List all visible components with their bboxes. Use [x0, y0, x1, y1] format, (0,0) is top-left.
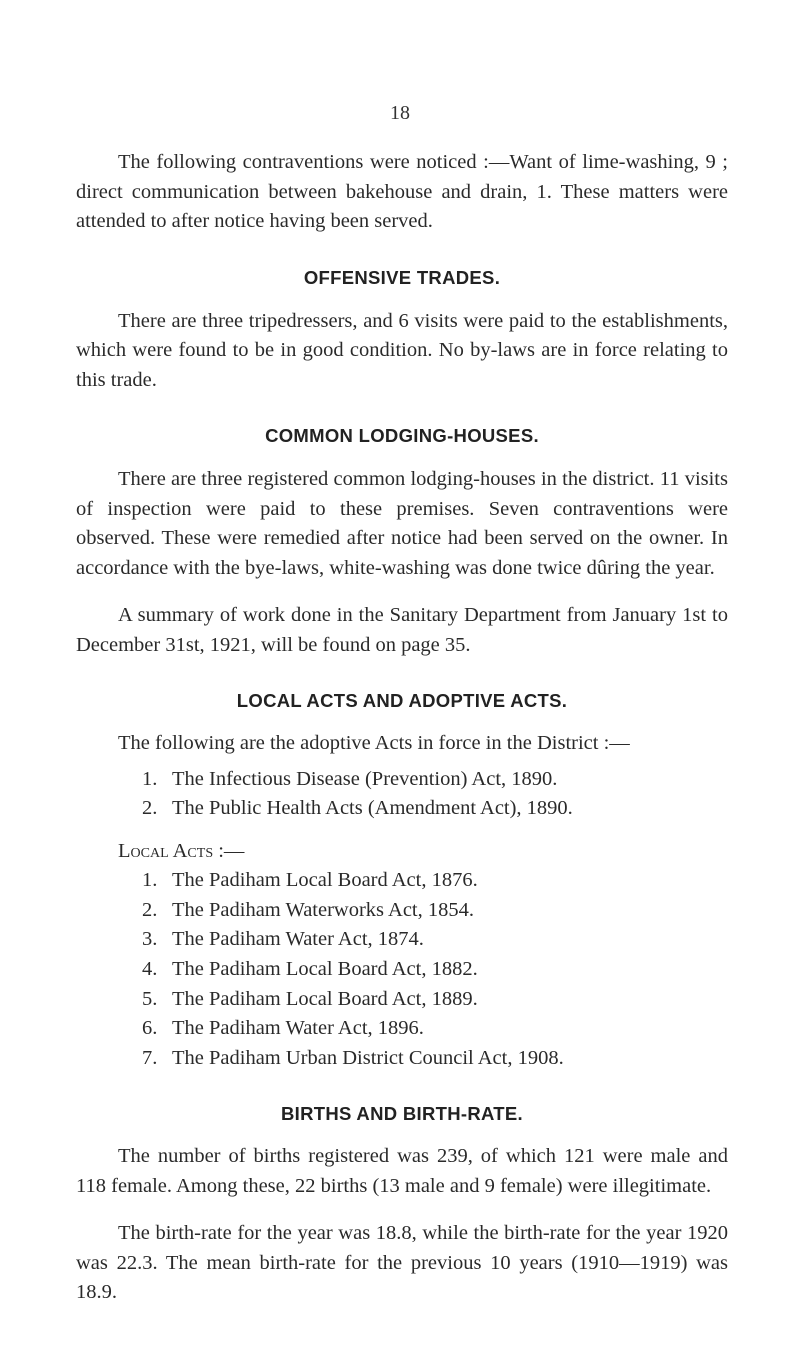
list-item-number: 5. — [142, 987, 158, 1010]
list-item-text: The Infectious Disease (Prevention) Act, 1890. — [172, 767, 558, 790]
list-item-number: 3. — [142, 928, 158, 951]
list-item-number: 1. — [142, 767, 158, 790]
list-item-number: 7. — [142, 1046, 158, 1069]
lodging-houses-paragraph: There are three registered common lodging-houses in the district. 11 visits of inspection were paid to these premises. Seven contraventions were observed. These were remedied after notice had been served on the owner. In accordance with the bye-laws, white-washing was done twice dûring the year. — [76, 468, 728, 579]
list-item-number: 6. — [142, 1017, 158, 1040]
list-item — [142, 866, 728, 896]
page-number: 18 — [390, 102, 410, 124]
lodging-houses-heading: COMMON LODGING-HOUSES. — [265, 425, 539, 446]
birth-rate-paragraph: The birth-rate for the year was 18.8, while the birth-rate for the year 1920 was 22.3. The mean birth-rate for the previous 10 years (1910—1919) was 18.9. — [76, 1222, 728, 1304]
local-acts-intro: Local Acts :— — [118, 839, 245, 862]
births-heading: BIRTHS AND BIRTH-RATE. — [281, 1103, 523, 1125]
adoptive-acts-intro: The following are the adoptive Acts in force in the District :— — [118, 732, 630, 754]
list-item — [142, 925, 728, 955]
births-paragraph: The number of births registered was 239, of which 121 were male and 118 female. Among these, 22 births (13 male and 9 female) were illegitimate. — [76, 1145, 728, 1197]
local-acts-list — [76, 866, 728, 1073]
list-item-number: 2. — [142, 797, 158, 820]
list-item — [142, 985, 728, 1015]
list-item-number: 2. — [142, 898, 158, 921]
page-content — [76, 148, 728, 1308]
list-item-text: The Padiham Waterworks Act, 1854. — [172, 898, 474, 921]
list-item — [142, 955, 728, 985]
list-item-text: The Padiham Water Act, 1874. — [172, 928, 424, 951]
adoptive-acts-list — [76, 765, 728, 824]
list-item-text: The Padiham Water Act, 1896. — [172, 1017, 424, 1040]
offensive-trades-paragraph: There are three tripedressers, and 6 visits were paid to the establishments, which were found to be in good condition. No by-laws are in force relating to this trade. — [76, 309, 728, 391]
sanitary-summary-paragraph: A summary of work done in the Sanitary Department from January 1st to December 31st, 1921, will be found on page 35. — [76, 604, 728, 656]
offensive-trades-heading: OFFENSIVE TRADES. — [303, 266, 501, 288]
local-acts-heading: LOCAL ACTS AND ADOPTIVE ACTS. — [236, 690, 568, 711]
list-item — [142, 896, 728, 926]
list-item-text: The Padiham Local Board Act, 1882. — [172, 957, 478, 980]
list-item-text: The Padiham Urban District Council Act, 1908. — [172, 1046, 564, 1069]
list-item-number: 4. — [142, 957, 158, 980]
list-item — [142, 794, 728, 824]
list-item-text: The Padiham Local Board Act, 1889. — [172, 987, 478, 1010]
intro-paragraph: The following contraventions were noticed :—Want of lime-washing, 9 ; direct communication between bakehouse and drain, 1. These matters were attended to after notice having been served. — [76, 151, 728, 232]
list-item-number: 1. — [142, 869, 158, 892]
list-item-text: The Public Health Acts (Amendment Act), 1890. — [172, 797, 573, 820]
list-item — [142, 1044, 728, 1074]
list-item-text: The Padiham Local Board Act, 1876. — [172, 869, 478, 892]
list-item — [142, 1014, 728, 1044]
list-item — [142, 765, 728, 795]
